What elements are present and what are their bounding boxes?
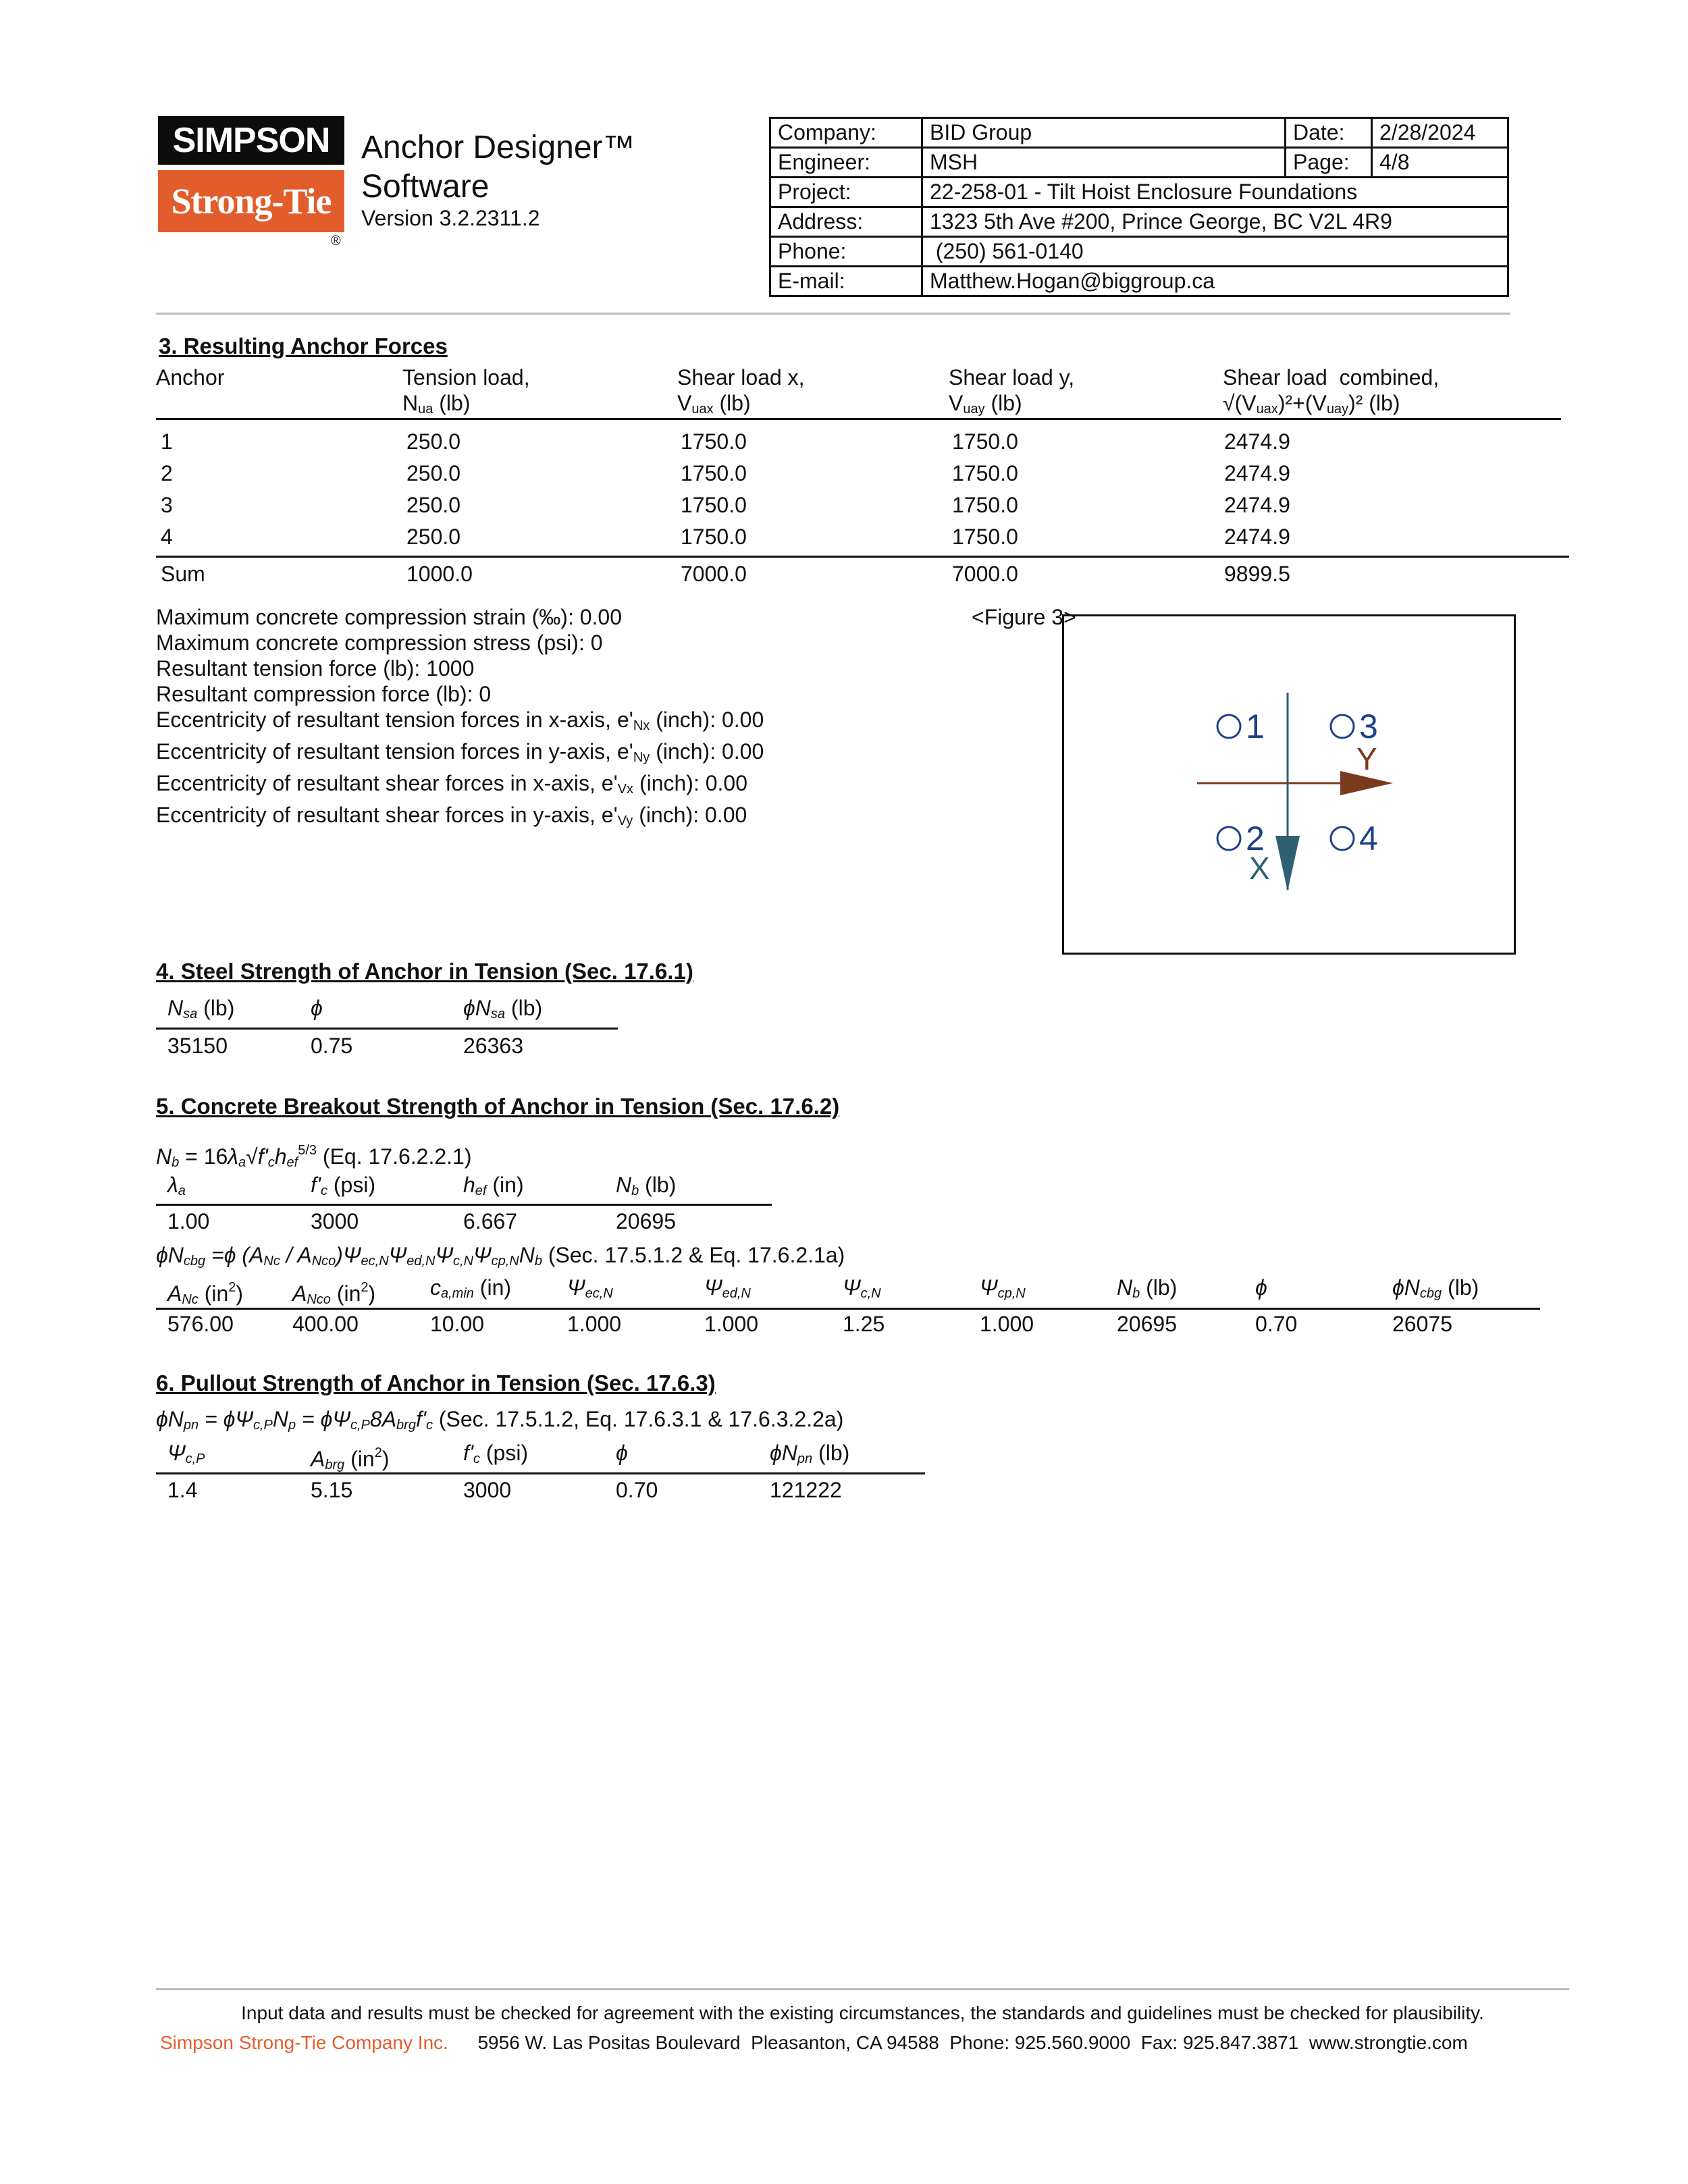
s6-header-rule	[156, 1472, 925, 1474]
col-tension-header: Tension load, $N_{ua}$ (lb)	[402, 365, 530, 417]
x-arrow-icon	[1275, 836, 1300, 891]
phone-value: (250) 561-0140	[922, 237, 1508, 267]
nb2-header: $N_b$ (lb)	[1117, 1275, 1178, 1301]
anchor-2-icon	[1217, 827, 1240, 850]
col-shear-x-header: Shear load x, $V_{uax}$ (lb)	[677, 365, 805, 417]
s5-t2-header-rule	[156, 1308, 1540, 1310]
nsa-header: $N_{sa}$ (lb)	[167, 996, 235, 1021]
col-shear-y-header: Shear load y, $V_{uay}$ (lb)	[949, 365, 1075, 417]
lambda-header: $\lambda_a$	[167, 1173, 186, 1198]
page-label: Page:	[1286, 148, 1372, 178]
phi-header: ϕ	[311, 996, 323, 1020]
fc6-header: $f'_c$ (psi)	[463, 1441, 529, 1466]
engineer-value: MSH	[922, 148, 1286, 178]
anchor-label: 3	[1359, 708, 1378, 745]
engineer-label: Engineer:	[770, 148, 922, 178]
address-label: Address:	[770, 207, 922, 237]
section-4-title: 4. Steel Strength of Anchor in Tension (Sec. 17.6.1)	[156, 959, 693, 984]
phi-npn-header: $\phi N_{pn}$ (lb)	[770, 1441, 850, 1466]
anchor-label: 4	[1359, 820, 1378, 857]
anc-header: $A_{Nc}$ $(in^2)$	[167, 1280, 244, 1307]
ncbg-equation: $\phi N_{cbg} =\phi$ $(A_{Nc} / A_{Nco})\Psi_{ec,N}\Psi_{ed,N}\Psi_{c,N}\Psi_{cp,N}N_b$ (Sec. 17.5.1.2 & Eq. 17.6.2.1a)	[156, 1243, 845, 1269]
company-value: BID Group	[922, 118, 1286, 148]
email-value: Matthew.Hogan@biggroup.ca	[922, 267, 1508, 296]
simpson-logo: SIMPSON	[158, 116, 344, 165]
phi2-header: ϕ	[1255, 1275, 1267, 1300]
footer-disclaimer: Input data and results must be checked for agreement with the existing circumstances, the standards and guidelines must be checked for plausibility.	[241, 2002, 1484, 2023]
project-value: 22-258-01 - Tilt Hoist Enclosure Foundations	[922, 178, 1508, 207]
phi6-header: ϕ	[616, 1441, 628, 1465]
project-label: Project:	[770, 178, 922, 207]
email-label: E-mail:	[770, 267, 922, 296]
npn-equation: $\phi N_{pn} = \phi\Psi_{c,P}N_p = \phi\Psi_{c,P}8A_{brg}f'_c$ (Sec. 17.5.1.2, Eq. 17.6.3.1 & 17.6.3.2.2a)	[156, 1407, 844, 1433]
software-title: Anchor Designer™ Software	[361, 130, 635, 205]
s4-header-rule	[156, 1028, 618, 1030]
registered-mark: ®	[331, 234, 341, 248]
footer-company: Simpson Strong-Tie Company Inc.	[160, 2032, 448, 2053]
abrg-header: $A_{brg}$ $(in^2)$	[311, 1445, 390, 1472]
psi-ed-header: $\Psi_{ed,N}$	[704, 1275, 751, 1301]
phi-ncbg-header: $\phi N_{cbg}$ (lb)	[1392, 1275, 1479, 1301]
hef-header: $h_{ef}$ (in)	[463, 1173, 524, 1198]
software-version: Version 3.2.2311.2	[361, 206, 540, 230]
forces-sum-rule	[156, 556, 1569, 558]
footer-contact	[160, 2032, 1468, 2054]
col-anchor-header: Anchor	[156, 365, 225, 390]
date-value: 2/28/2024	[1372, 118, 1508, 148]
forces-header-rule	[156, 418, 1561, 420]
anchor-3-icon	[1331, 715, 1354, 738]
footer-divider	[156, 1988, 1569, 1990]
psi-c-header: $\Psi_{c,N}$	[843, 1275, 881, 1301]
psi-ec-header: $\Psi_{ec,N}$	[567, 1275, 613, 1301]
fc-header: $f'_c$ (psi)	[311, 1173, 376, 1198]
anchor-layout-diagram	[1062, 614, 1516, 955]
anchor-label: 1	[1246, 708, 1265, 745]
x-axis-label: X	[1249, 851, 1270, 886]
camin-header: $c_{a,min}$ (in)	[430, 1275, 512, 1301]
summary-notes: Maximum concrete compression strain (‰): 0.00 Maximum concrete compression stress (psi): 0 Resultant tension force (lb): 1000 Resultant compression force (lb): 0 Eccentricity of resultant tension forces in x-axis, $e'_{Nx}$ (inch): 0.00 Eccentricity of resultant tension forces in y-axis, $e'_{Ny}$ (inch): 0.00 Eccentricity of resultant shear forces in x-axis, $e'_{Vx}$ (inch): 0.00 Eccentricity of resultant shear forces in y-axis, $e'_{Vy}$ (inch): 0.00	[156, 605, 764, 828]
col-combined-header: Shear load combined, $√(V_{uax})^2+(V_{uay})^2$ (lb)	[1223, 365, 1440, 417]
anchor-label: 2	[1246, 820, 1265, 857]
date-label: Date:	[1286, 118, 1372, 148]
company-label: Company:	[770, 118, 922, 148]
figure-3-caption: <Figure 3>	[972, 605, 1076, 629]
phi-nsa-header: $\phi N_{sa}$ (lb)	[463, 996, 543, 1021]
y-axis-label: Y	[1356, 741, 1377, 776]
phone-label: Phone:	[770, 237, 922, 267]
psi-cp-header: $\Psi_{cp,N}$	[980, 1275, 1026, 1301]
section-3-title: 3. Resulting Anchor Forces	[159, 334, 448, 358]
page-value: 4/8	[1372, 148, 1508, 178]
nb-header: $N_b$ (lb)	[616, 1173, 677, 1198]
section-5-title: 5. Concrete Breakout Strength of Anchor in Tension (Sec. 17.6.2)	[156, 1094, 840, 1119]
section-6-title: 6. Pullout Strength of Anchor in Tension (Sec. 17.6.3)	[156, 1370, 716, 1395]
nb-equation: $N_b = 16\lambda_a√f'_ch_{ef}^{5/3}$ (Eq. 17.6.2.2.1)	[156, 1143, 472, 1170]
strong-tie-logo: Strong-Tie	[158, 170, 344, 232]
header-divider	[156, 313, 1510, 315]
s5-t1-header-rule	[156, 1204, 772, 1206]
psi-cp6-header: $\Psi_{c,P}$	[167, 1441, 205, 1466]
address-value: 1323 5th Ave #200, Prince George, BC V2L 4R9	[922, 207, 1508, 237]
anchor-1-icon	[1217, 715, 1240, 738]
anchor-4-icon	[1331, 827, 1354, 850]
anco-header: $A_{Nco}$ $(in^2)$	[292, 1280, 376, 1307]
project-info-table	[769, 117, 1509, 297]
footer-address: 5956 W. Las Positas Boulevard Pleasanton, CA 94588 Phone: 925.560.9000 Fax: 925.847.3871 www.strongtie.com	[477, 2032, 1468, 2053]
